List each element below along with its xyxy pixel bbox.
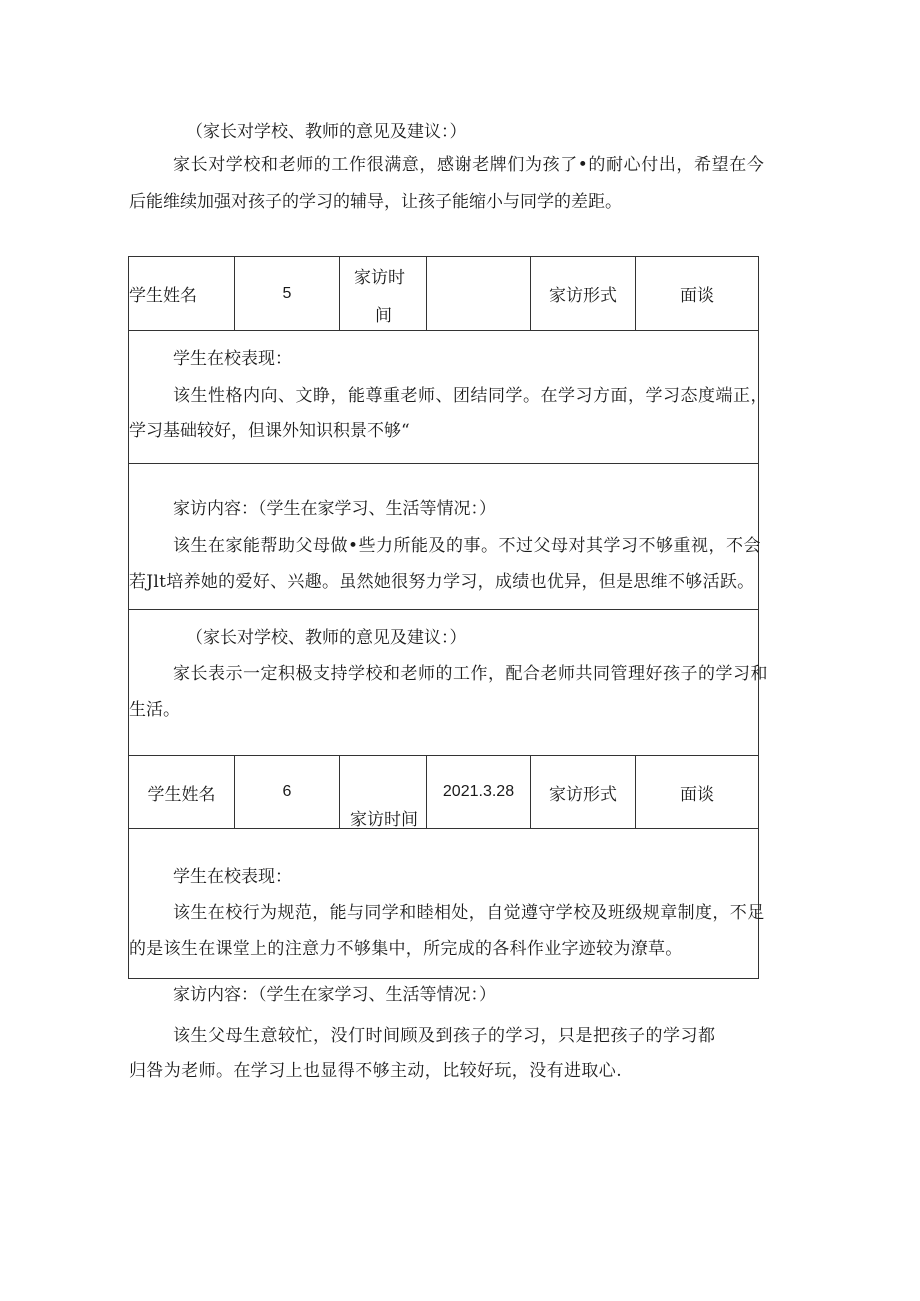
record-5-home-line-2: 若Jlt培养她的爱好、兴趣。虽然她很努力学习，成绩也优异，但是思维不够活跃。 xyxy=(129,572,755,592)
record-6-visit-form-value: 面谈 xyxy=(680,784,714,805)
record-5-home-title: 家访内容：（学生在家学习、生活等情况：） xyxy=(173,499,496,519)
record-5-school-line-1: 该生性格内向、文睁，能尊重老师、团结同学。在学习方面，学习态度端正， xyxy=(173,386,768,406)
intro-body-line-2: 后能维续加强对孩子的学习的辅导，让孩子能缩小与同学的差距。 xyxy=(129,192,622,212)
record-6-home-title: 家访内容：（学生在家学习、生活等情况：） xyxy=(173,985,496,1005)
record-5-parent-line-2: 生活。 xyxy=(129,700,180,720)
record-6-visit-time-label: 家访时间 xyxy=(350,810,418,830)
record-5-visit-form-value: 面谈 xyxy=(680,286,714,306)
record-5-visit-time-value xyxy=(427,257,530,330)
record-5-name-value: 5 xyxy=(282,284,292,302)
intro-body-line-1: 家长对学校和老师的工作很满意，感谢老牌们为孩了•的耐心付出，希望在今 xyxy=(173,155,765,175)
record-6-school-line-1: 该生在校行为规范，能与同学和睦相处，自觉遵守学校及班级规章制度，不足 xyxy=(173,903,765,923)
record-6-home-line-1: 该生父母生意较忙，没仃时间顾及到孩子的学习，只是把孩子的学习都 xyxy=(173,1026,716,1046)
record-5-visit-form-label: 家访形式 xyxy=(549,286,617,306)
record-5-name-label: 学生姓名 xyxy=(129,286,197,306)
record-6-name-label: 学生姓名 xyxy=(147,784,216,805)
record-5-visit-time-label-a: 家访时 xyxy=(354,268,405,288)
record-5-parent-line-1: 家长表示一定积极支持学校和老师的工作，配合老师共同管理好孩子的学习和 xyxy=(173,664,768,684)
intro-heading: （家长对学校、教师的意见及建议：） xyxy=(186,122,467,142)
record-5-school-line-2: 学习基础较好，但课外知识积景不够“ xyxy=(129,421,410,441)
record-6-visit-form-label: 家访形式 xyxy=(549,784,617,805)
record-5-home-line-1: 该生在家能帮助父母做•些力所能及的事。不过父母对其学习不够重视，不会 xyxy=(173,536,762,556)
record-6-school-line-2: 的是该生在课堂上的注意力不够集中，所完成的各科作业字迹较为潦草。 xyxy=(129,939,683,959)
record-6-school-title: 学生在校表现： xyxy=(173,867,292,887)
record-6-visit-time-value: 2021.3.28 xyxy=(442,783,515,800)
record-6-name-value: 6 xyxy=(282,783,292,800)
record-5-school-title: 学生在校表现： xyxy=(173,349,292,369)
record-6-home-line-2: 归咎为老师。在学习上也显得不够主动，比较好玩，没有进取心. xyxy=(129,1061,623,1081)
record-5-visit-time-label-b: 间 xyxy=(375,306,392,326)
record-5-parent-title: （家长对学校、教师的意见及建议：） xyxy=(186,628,467,648)
